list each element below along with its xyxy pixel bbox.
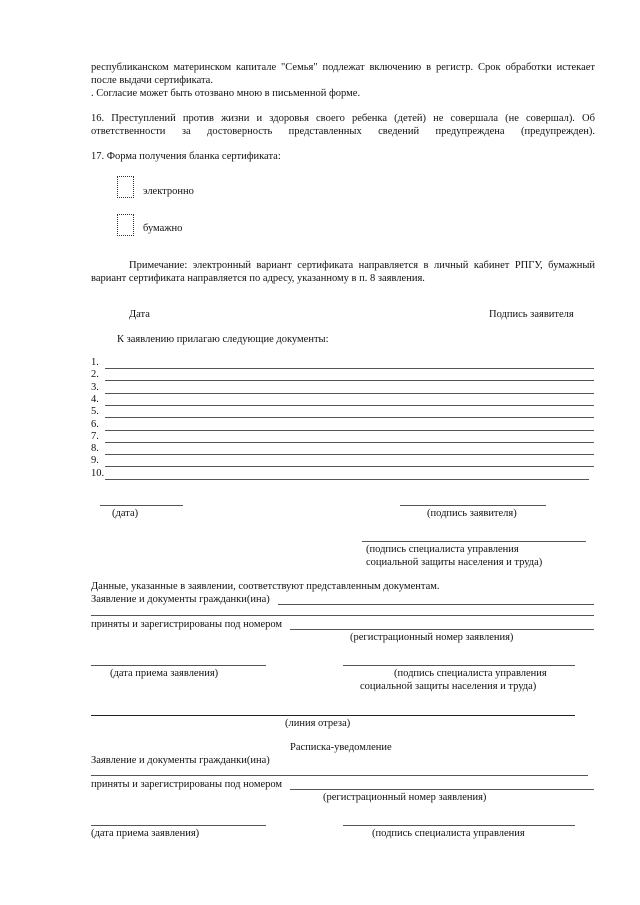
verification-extra-line[interactable] bbox=[91, 615, 594, 616]
verification-date-line[interactable] bbox=[91, 665, 266, 666]
applicant-signature-line[interactable] bbox=[400, 505, 546, 506]
verification-docs-label: Заявление и документы гражданки(ина) bbox=[91, 594, 270, 605]
electronic-checkbox[interactable] bbox=[117, 176, 134, 198]
note-line-2: вариант сертификата направляется по адресу, указанному в п. 8 заявления. bbox=[91, 273, 425, 284]
attachment-line[interactable] bbox=[105, 466, 594, 467]
note-line-1: Примечание: электронный вариант сертификата направляется в личный кабинет РПГУ, бумажный bbox=[129, 260, 595, 271]
signature-label: Подпись заявителя bbox=[489, 309, 574, 320]
receipt-citizen-name-line[interactable] bbox=[91, 775, 588, 776]
receipt-title: Расписка-уведомление bbox=[290, 742, 392, 753]
attachment-line[interactable] bbox=[105, 417, 594, 418]
item17-title: 17. Форма получения бланка сертификата: bbox=[91, 151, 281, 162]
attachment-number: 8. bbox=[91, 443, 99, 454]
specialist-caption-line-1: (подпись специалиста управления bbox=[366, 544, 519, 555]
receipt-accepted-label: приняты и зарегистрированы под номером bbox=[91, 779, 283, 790]
receipt-specialist-caption-1: (подпись специалиста управления bbox=[372, 828, 525, 839]
receipt-reg-number-caption: (регистрационный номер заявления) bbox=[323, 792, 487, 803]
receipt-date-caption: (дата приема заявления) bbox=[91, 828, 200, 839]
receipt-docs-label: Заявление и документы гражданки(ина) bbox=[91, 755, 270, 766]
attachment-number: 1. bbox=[91, 357, 99, 368]
verification-specialist-caption-1: (подпись специалиста управления bbox=[394, 668, 547, 679]
attachment-number: 3. bbox=[91, 382, 99, 393]
receipt-date-line[interactable] bbox=[91, 825, 266, 826]
attachment-number: 6. bbox=[91, 419, 99, 430]
date-line[interactable] bbox=[100, 505, 183, 506]
attachment-number: 5. bbox=[91, 406, 99, 417]
attachment-line[interactable] bbox=[105, 430, 594, 431]
intro-line-2: после выдачи сертификата. bbox=[91, 75, 213, 86]
applicant-signature-caption: (подпись заявителя) bbox=[427, 508, 517, 519]
attachment-number: 4. bbox=[91, 394, 99, 405]
verification-statement: Данные, указанные в заявлении, соответствуют представленным документам. bbox=[91, 581, 440, 592]
receipt-specialist-line[interactable] bbox=[343, 825, 575, 826]
verification-accepted-label: приняты и зарегистрированы под номером bbox=[91, 619, 283, 630]
attachment-number: 9. bbox=[91, 455, 99, 466]
receipt-reg-number-line[interactable] bbox=[290, 789, 594, 790]
verification-specialist-caption-2: социальной защиты населения и труда) bbox=[360, 681, 537, 692]
attachment-line[interactable] bbox=[105, 368, 594, 369]
date-label: Дата bbox=[129, 309, 150, 320]
intro-line-1: республиканском материнском капитале "Семья" подлежат включению в регистр. Срок обработки истекает bbox=[91, 62, 595, 73]
attachment-line[interactable] bbox=[105, 405, 594, 406]
attachment-number: 10. bbox=[91, 468, 105, 479]
attachment-number: 2. bbox=[91, 369, 99, 380]
paper-option-label: бумажно bbox=[143, 223, 183, 234]
verification-specialist-line[interactable] bbox=[343, 665, 575, 666]
attachment-line[interactable] bbox=[105, 442, 594, 443]
attachments-title: К заявлению прилагаю следующие документы: bbox=[117, 334, 329, 345]
date-caption: (дата) bbox=[112, 508, 139, 519]
cut-line bbox=[91, 715, 575, 716]
verification-reg-number-caption: (регистрационный номер заявления) bbox=[350, 632, 514, 643]
attachment-line[interactable] bbox=[105, 479, 589, 480]
paper-checkbox[interactable] bbox=[117, 214, 134, 236]
verification-reg-number-line[interactable] bbox=[290, 629, 594, 630]
attachment-line[interactable] bbox=[105, 393, 594, 394]
attachment-line[interactable] bbox=[105, 454, 594, 455]
specialist-signature-line[interactable] bbox=[362, 541, 586, 542]
intro-line-3: . Согласие может быть отозвано мною в письменной форме. bbox=[91, 88, 361, 99]
attachment-line[interactable] bbox=[105, 380, 594, 381]
item16-line-1: 16. Преступлений против жизни и здоровья своего ребенка (детей) не совершала (не совершал). Об bbox=[91, 113, 595, 124]
attachment-number: 7. bbox=[91, 431, 99, 442]
electronic-option-label: электронно bbox=[143, 186, 194, 197]
verification-date-caption: (дата приема заявления) bbox=[110, 668, 219, 679]
specialist-caption-line-2: социальной защиты населения и труда) bbox=[366, 557, 543, 568]
verification-citizen-name-line[interactable] bbox=[278, 604, 594, 605]
cut-line-caption: (линия отреза) bbox=[285, 718, 351, 729]
item16-line-2: ответственности за достоверность представленных сведений предупреждена (предупрежден). bbox=[91, 126, 595, 137]
